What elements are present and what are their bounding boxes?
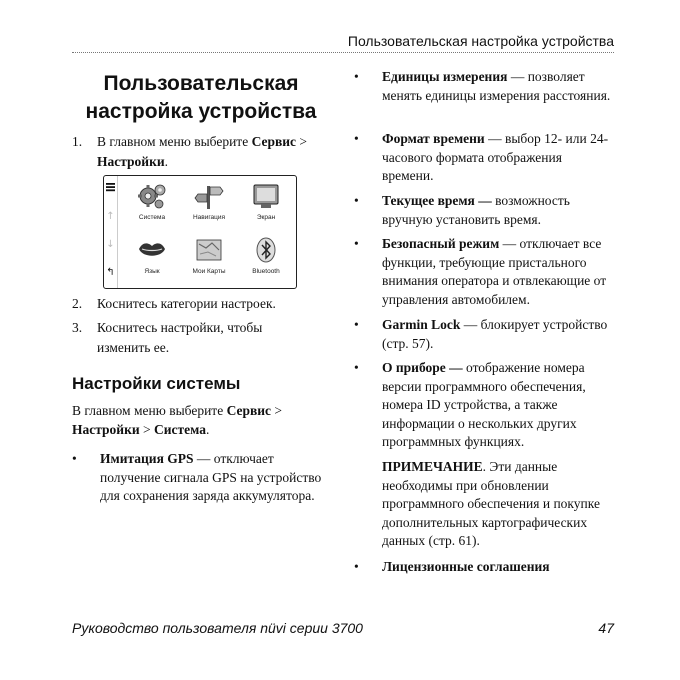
header-divider (72, 52, 614, 53)
step-3 (72, 318, 307, 358)
bullet-license (354, 558, 616, 577)
tile-label: Язык (144, 268, 160, 275)
section-intro (72, 402, 322, 439)
bullet-title: Безопасный режим (382, 236, 500, 251)
intro-bold-service: Сервис (226, 403, 272, 418)
intro-bold-settings: Настройки (72, 421, 140, 437)
step-text-part: В главном меню выберите (97, 134, 252, 149)
page-title-line1: Пользовательская (103, 72, 299, 95)
bullet-text (100, 450, 334, 506)
step-number: 1. (72, 134, 83, 149)
note-label: ПРИМЕЧАНИЕ (382, 459, 483, 474)
tile-bluetooth[interactable] (239, 236, 293, 275)
bullet-safe-mode (354, 235, 616, 309)
bullet-title: Garmin Lock (382, 317, 461, 332)
intro-text: В главном меню выберите (72, 403, 227, 418)
bullet-units (354, 68, 616, 105)
bullet-text (382, 359, 616, 452)
bullet-desc: — отключает все функции, требующие пристального внимания оператора и отвлекающие от управления автомобилем. (382, 236, 607, 307)
menu-icon (105, 182, 116, 196)
step-text: Коснитесь настройки, чтобы изменить ее. (97, 320, 263, 355)
bullet-current-time (354, 192, 616, 229)
map-icon (194, 236, 224, 264)
bullet-title: Имитация GPS (100, 451, 194, 466)
tile-label: Экран (256, 214, 276, 221)
step-bold-service: Сервис (251, 134, 297, 149)
tile-label: Bluetooth (252, 268, 280, 275)
step-2 (72, 294, 332, 314)
page-title-line2: настройка устройства (85, 100, 317, 123)
step-number: 2. (72, 296, 83, 311)
note-text: . Эти данные необходимы при обновлении программного обеспечения и покупке дополнительных картографических данных (стр. 61). (382, 459, 600, 548)
tile-my-maps[interactable] (182, 236, 236, 275)
signpost-icon (194, 182, 224, 210)
intro-period: . (206, 421, 210, 437)
note (382, 458, 618, 551)
bullet-garmin-lock (354, 316, 616, 353)
step-text: Коснитесь категории настроек. (97, 296, 276, 311)
bullet-desc: — блокирует устройство (стр. 57). (382, 317, 608, 351)
tile-label: Навигация (192, 214, 226, 221)
bullet-dot: • (354, 360, 359, 375)
bullet-dot: • (72, 451, 77, 466)
bullet-text (382, 316, 616, 353)
bullet-text (382, 68, 616, 105)
page-title (72, 70, 330, 126)
bullet-desc: — позволяет менять единицы измерения расстояния. (382, 69, 611, 103)
bullet-text (382, 130, 616, 186)
bullet-desc: — отключает получение сигнала GPS на устройство для сохранения заряда аккумулятора. (100, 451, 322, 503)
tile-system[interactable] (125, 182, 179, 221)
bullet-title: Лицензионные соглашения (382, 559, 550, 574)
footer-manual-title: Руководство пользователя nüvi серии 3700 (72, 620, 363, 636)
tile-language[interactable] (125, 236, 179, 275)
bullet-title: Единицы измерения (382, 69, 508, 84)
down-arrow-icon: ↓ (106, 239, 115, 250)
bullet-text (382, 558, 616, 577)
intro-sep: > (271, 403, 283, 418)
bullet-time-format (354, 130, 616, 186)
running-header: Пользовательская настройка устройства (347, 33, 614, 49)
device-settings-screenshot (103, 175, 297, 289)
intro-sep: > (139, 421, 155, 437)
bullet-dot: • (354, 559, 359, 574)
intro-bold-system: Система (154, 421, 207, 437)
lips-icon (137, 236, 167, 264)
page-number: 47 (598, 620, 614, 636)
device-side-bar (104, 176, 118, 288)
bluetooth-icon (251, 236, 281, 264)
tile-display[interactable] (239, 182, 293, 221)
bullet-dot: • (354, 193, 359, 208)
bullet-about (354, 359, 616, 452)
bullet-text (382, 192, 616, 229)
bullet-title: О приборе — (382, 360, 463, 375)
tile-navigation[interactable] (182, 182, 236, 221)
bullet-title: Текущее время — (382, 193, 492, 208)
step-text (97, 132, 332, 172)
tile-label: Мои Карты (192, 268, 226, 275)
bullet-desc: — выбор 12- или 24-часового формата отображения времени. (382, 131, 609, 183)
gears-icon (137, 182, 167, 210)
bullet-dot: • (354, 317, 359, 332)
section-heading: Настройки системы (72, 374, 241, 393)
step-separator: > (296, 134, 308, 149)
step-period: . (164, 154, 169, 169)
tile-label: Система (138, 214, 166, 221)
bullet-dot: • (354, 69, 359, 84)
back-icon: ↰ (106, 267, 115, 278)
bullet-title: Формат времени (382, 131, 485, 146)
monitor-icon (251, 182, 281, 210)
bullet-desc: возможность вручную установить время. (382, 193, 570, 227)
step-bold-settings: Настройки (97, 154, 165, 169)
up-arrow-icon: ↑ (106, 211, 115, 222)
bullet-dot: • (354, 131, 359, 146)
bullet-dot: • (354, 236, 359, 251)
step-number: 3. (72, 320, 83, 335)
bullet-text (382, 235, 616, 309)
bullet-desc: отображение номера версии программного обеспечения, номера ID устройства, а также информации о нескольких других программных функциях. (382, 360, 586, 449)
bullet-gps-simulation (72, 450, 334, 506)
step-1 (72, 132, 332, 172)
